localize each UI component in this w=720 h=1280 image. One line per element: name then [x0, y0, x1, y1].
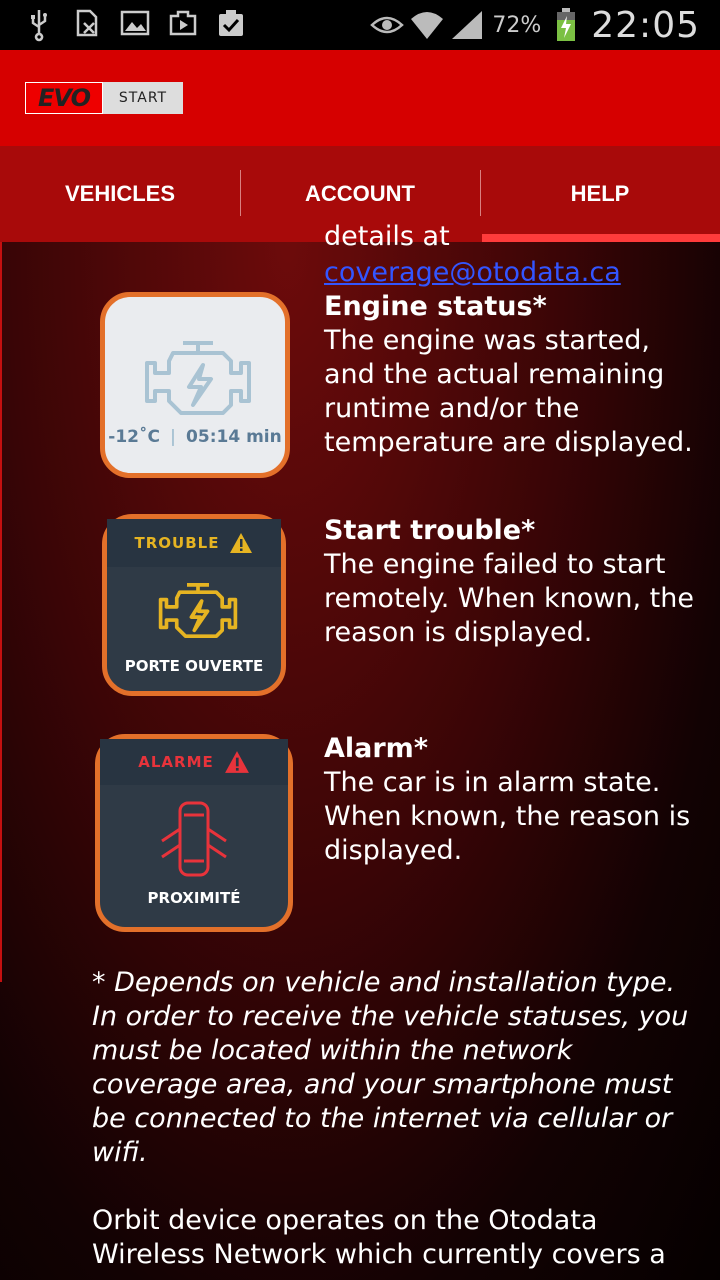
engine-runtime: 05:14 min: [186, 427, 282, 447]
clipboard-check-icon: [216, 8, 246, 38]
trouble-title: Start trouble*: [324, 515, 536, 546]
sim-off-icon: [72, 8, 102, 38]
trouble-header: [107, 519, 281, 567]
footnote: * Depends on vehicle and installation type. In order to receive the vehicle statuses, you must be located within the network coverage area, and your smartphone must be connected to the internet via cellular or wifi.: [92, 967, 689, 1168]
coverage-email-link[interactable]: coverage@otodata.ca: [324, 257, 621, 288]
battery-percent: 72%: [492, 12, 542, 38]
trouble-status-tile: [102, 514, 286, 696]
alarm-description-block: [324, 732, 704, 868]
alarm-description: The car is in alarm state. When known, the reason is displayed.: [324, 767, 691, 866]
alarm-reason: PROXIMITÉ: [147, 889, 241, 907]
coverage-paragraph: Orbit device operates on the Otodata Wireless Network which currently covers a: [92, 1205, 666, 1270]
logo-start: START: [103, 82, 183, 114]
details-text-fragment: details at: [324, 221, 450, 252]
car-doors-open-icon: [158, 801, 230, 877]
app-bar: [0, 50, 720, 146]
trouble-reason: PORTE OUVERTE: [124, 657, 264, 675]
alarm-status-tile: [95, 734, 293, 932]
usb-icon: [24, 8, 54, 38]
wifi-icon: [412, 10, 442, 40]
play-store-icon: [168, 8, 198, 38]
image-icon: [120, 8, 150, 38]
engine-status-title: Engine status*: [324, 291, 547, 322]
eye-icon: [372, 10, 402, 40]
engine-temperature: -12˚C: [108, 427, 160, 447]
engine-icon: [143, 335, 253, 425]
logo-evo: EVO: [25, 82, 103, 114]
evo-start-logo[interactable]: [25, 82, 183, 114]
engine-separator: |: [169, 427, 177, 447]
tab-vehicles[interactable]: VEHICLES: [64, 181, 176, 206]
battery-charging-icon: [551, 10, 581, 40]
engine-status-description: The engine was started, and the actual remaining runtime and/or the temperature are displayed.: [324, 325, 693, 458]
tab-account[interactable]: ACCOUNT: [240, 146, 480, 242]
engine-status-tile: [100, 292, 290, 478]
warning-icon: [224, 750, 250, 774]
engine-status-description-block: [324, 290, 704, 460]
tab-help[interactable]: HELP: [480, 146, 720, 242]
signal-icon: [452, 10, 482, 40]
alarm-label: ALARME: [138, 753, 214, 771]
trouble-description-block: [324, 514, 704, 650]
alarm-header: [100, 739, 288, 785]
clock: 22:05: [591, 4, 700, 46]
help-content[interactable]: [0, 221, 720, 1280]
warning-icon: [229, 532, 253, 554]
trouble-label: TROUBLE: [134, 534, 220, 552]
alarm-title: Alarm*: [324, 733, 428, 764]
status-bar: [0, 0, 720, 50]
engine-icon: [155, 579, 241, 645]
trouble-description: The engine failed to start remotely. When known, the reason is displayed.: [324, 549, 694, 648]
